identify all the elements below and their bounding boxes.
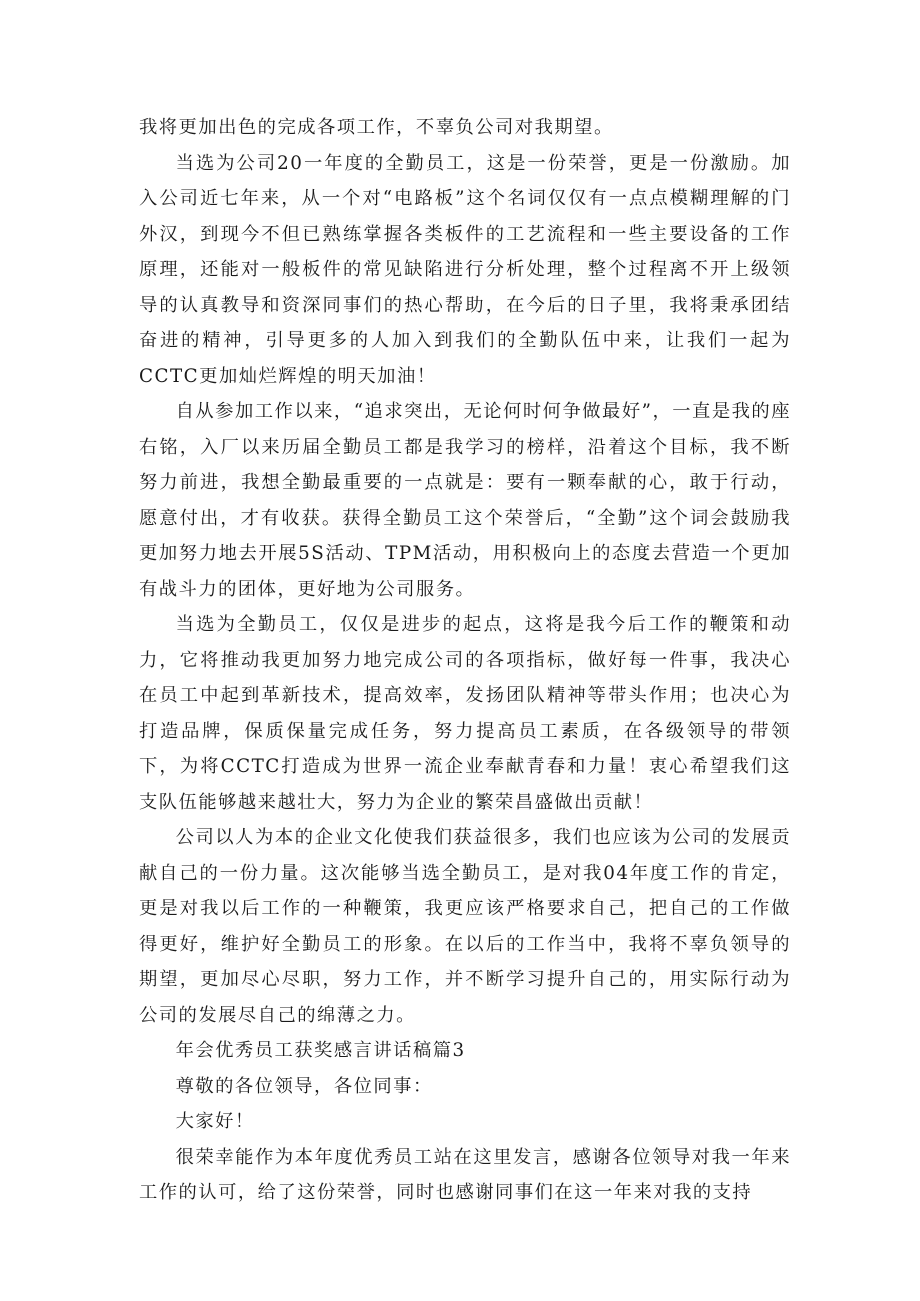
greeting: 大家好！ <box>175 1111 255 1132</box>
paragraph-continuation: 我将更加出色的完成各项工作，不辜负公司对我期望。 <box>139 117 614 138</box>
salutation: 尊敬的各位领导，各位同事： <box>175 1075 433 1097</box>
paragraph-speech-opening: 很荣幸能作为本年度优秀员工站在这里发言，感谢各位领导对我一年来工作的认可，给了这份荣誉，同时也感谢同事们在这一年来对我的支持 <box>139 1146 791 1203</box>
section-heading: 年会优秀员工获奖感言讲话稿篇3 <box>175 1040 466 1061</box>
document-body <box>139 110 791 1211</box>
paragraph-full-attendance-honor: 当选为公司20一年度的全勤员工，这是一份荣誉，更是一份激励。加入公司近七年来，从一个对“电路板”这个名词仅仅有一点点模糊理解的门外汉，到现今不但已熟练掌握各类板件的工艺流程和一些主要设备的工作原理，还能对一般板件的常见缺陷进行分析处理，整个过程离不开上级领导的认真教导和资深同事们的热心帮助，在今后的日子里，我将秉承团结奋进的精神，引导更多的人加入到我们的全勤队伍中来，让我们一起为CCTC更加灿烂辉煌的明天加油！ <box>139 152 791 387</box>
paragraph-company-culture: 公司以人为本的企业文化使我们获益很多，我们也应该为公司的发展贡献自己的一份力量。这次能够当选全勤员工，是对我04年度工作的肯定，更是对我以后工作的一种鞭策，我更应该严格要求自己，把自己的工作做得更好，维护好全勤员工的形象。在以后的工作当中，我将不辜负领导的期望，更加尽心尽职，努力工作，并不断学习提升自己的，用实际行动为公司的发展尽自己的绵薄之力。 <box>139 827 791 1026</box>
paragraph-starting-point: 当选为全勤员工，仅仅是进步的起点，这将是我今后工作的鞭策和动力，它将推动我更加努力地完成公司的各项指标，做好每一件事，我决心在员工中起到革新技术，提高效率，发扬团队精神等带头作用；也决心为打造品牌，保质保量完成任务，努力提高员工素质，在各级领导的带领下，为将CCTC打造成为世界一流企业奉献青春和力量！衷心希望我们这支队伍能够越来越壮大，努力为企业的繁荣昌盛做出贡献！ <box>139 614 791 813</box>
paragraph-motto: 自从参加工作以来，“追求突出，无论何时何争做最好”，一直是我的座右铭，入厂以来历届全勤员工都是我学习的榜样，沿着这个目标，我不断努力前进，我想全勤最重要的一点就是：要有一颗奉献的心，敢于行动，愿意付出，才有收获。获得全勤员工这个荣誉后，“全勤”这个词会鼓励我更加努力地去开展5S活动、TPM活动，用积极向上的态度去营造一个更加有战斗力的团体，更好地为公司服务。 <box>139 401 791 600</box>
